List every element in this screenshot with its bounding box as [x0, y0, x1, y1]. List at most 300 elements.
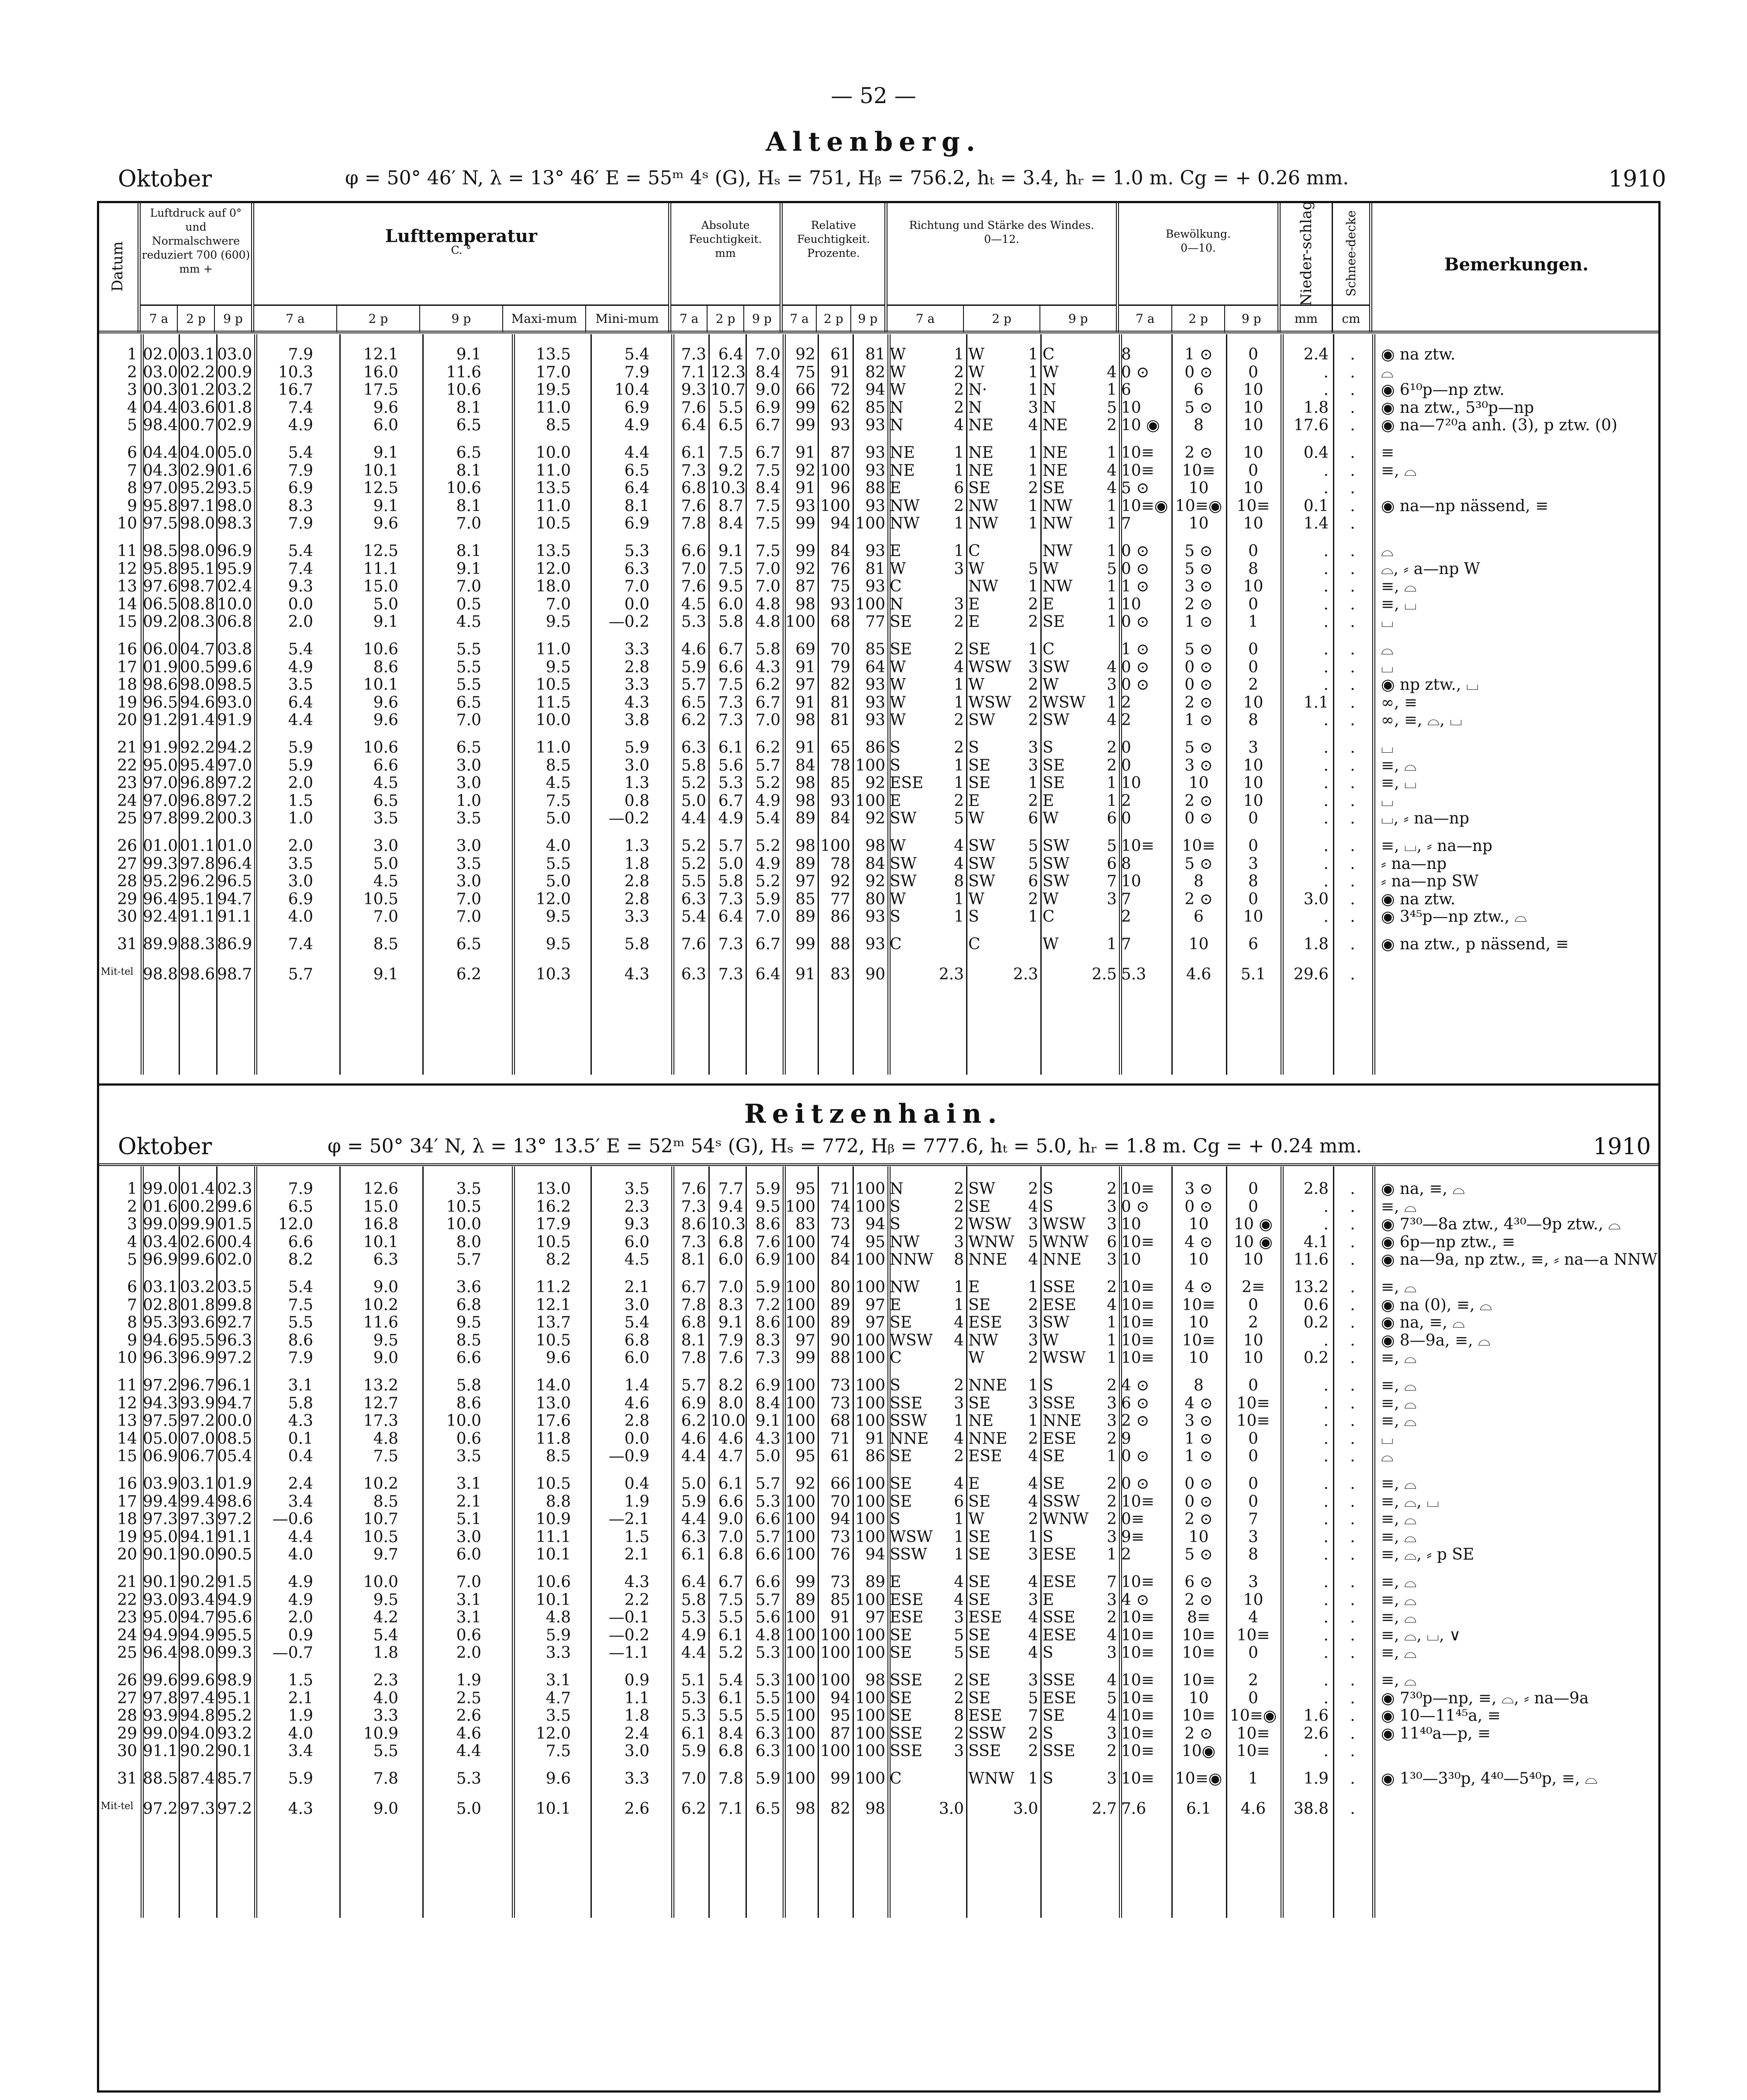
- table-cell: 8.6: [681, 1215, 706, 1234]
- table-cell: 73: [830, 1528, 850, 1546]
- wind-direction: SW: [968, 872, 995, 891]
- table-cell: 96.5: [143, 693, 178, 712]
- table-cell: 100: [855, 1707, 885, 1725]
- row-date: 16: [117, 640, 137, 658]
- table-cell: 85: [865, 640, 885, 658]
- table-cell: .: [1350, 398, 1355, 417]
- table-cell: 17.0: [535, 363, 571, 381]
- table-cell: 97.2: [217, 1510, 252, 1529]
- table-cell: 8: [1248, 872, 1258, 891]
- table-row: [97, 347, 1661, 362]
- table-cell: 5.3: [681, 1707, 706, 1725]
- table-cell: 4.4: [288, 711, 313, 730]
- table-cell: 10: [1243, 908, 1264, 926]
- wind-direction: S: [890, 1215, 901, 1234]
- table-cell: 1 ⊙: [1184, 711, 1213, 730]
- wind-force: 4: [1107, 1707, 1117, 1725]
- row-date: 7: [127, 461, 137, 480]
- table-cell: 100: [855, 1528, 885, 1546]
- table-cell: .: [1323, 1671, 1329, 1689]
- table-cell: —0.2: [608, 1626, 649, 1644]
- table-cell: 8≡: [1187, 1609, 1211, 1627]
- table-cell: 9.1: [456, 346, 481, 363]
- table-cell: 95.1: [180, 890, 215, 908]
- table-cell: 2.0: [288, 837, 313, 855]
- table-cell: 89: [865, 1573, 885, 1591]
- table-cell: 6.5: [456, 444, 481, 462]
- table-cell: .: [1350, 1447, 1355, 1466]
- table-cell: 13.0: [535, 1180, 571, 1198]
- wind-direction: N: [1043, 398, 1056, 417]
- table-cell: .: [1323, 810, 1329, 828]
- table-cell: 6: [1194, 381, 1204, 399]
- table-cell: 92: [865, 810, 885, 828]
- table-cell: 96.4: [217, 855, 252, 873]
- table-cell: 7.9: [288, 1349, 313, 1367]
- wind-direction: W: [1043, 560, 1059, 578]
- table-cell: 8: [1121, 855, 1131, 873]
- row-date: 31: [117, 1770, 137, 1788]
- table-cell: 7.3: [718, 711, 743, 730]
- table-cell: 68: [830, 1412, 850, 1430]
- row-date: 29: [117, 1724, 137, 1743]
- table-cell: .: [1350, 1770, 1355, 1788]
- table-cell: 5.3: [681, 613, 706, 631]
- row-remark: ≡: [1381, 444, 1395, 462]
- table-cell: 4.6: [681, 1429, 706, 1448]
- table-cell: 10: [1121, 595, 1141, 613]
- table-cell: 5.2: [755, 837, 780, 855]
- table-cell: 99: [795, 416, 815, 435]
- wind-force: 4: [1107, 1626, 1117, 1644]
- table-cell: 80: [830, 1278, 850, 1296]
- table-cell: 5.3: [456, 1770, 481, 1788]
- table-cell: 93: [865, 693, 885, 712]
- table-cell: 1.3: [624, 837, 649, 855]
- header-temperature: Lufttemperatur: [385, 226, 538, 246]
- table-cell: .: [1350, 693, 1355, 712]
- table-cell: 95.0: [143, 756, 178, 775]
- table-cell: 0 ⊙: [1121, 363, 1150, 381]
- wind-force: 1: [954, 1278, 964, 1296]
- table-cell: 8.1: [681, 1251, 706, 1269]
- wind-force: 1: [1107, 444, 1117, 462]
- row-date: 31: [117, 935, 137, 953]
- table-cell: 94.8: [180, 1707, 215, 1725]
- table-cell: 0: [1121, 739, 1131, 757]
- wind-force: 5: [954, 810, 964, 828]
- table-cell: 100: [855, 1510, 885, 1529]
- wind-force: 1: [1028, 1278, 1038, 1296]
- table-cell: .: [1350, 872, 1355, 891]
- table-cell: 93: [865, 416, 885, 435]
- table-cell: 7.0: [373, 908, 398, 926]
- table-cell: 100: [855, 595, 885, 613]
- wind-force: 2: [954, 1377, 964, 1394]
- row-remark: ≡, ⌓, ⌴, ∨: [1381, 1626, 1461, 1644]
- table-cell: 73: [830, 1215, 850, 1234]
- table-cell: 97.2: [217, 774, 252, 792]
- table-cell: 0: [1248, 1492, 1258, 1511]
- table-cell: 0: [1248, 363, 1258, 381]
- wind-direction: ESE: [890, 774, 924, 792]
- table-cell: 7.1: [718, 1799, 743, 1818]
- table-cell: .: [1323, 461, 1329, 480]
- table-cell: 95: [865, 1233, 885, 1251]
- table-cell: 9.5: [546, 908, 571, 926]
- wind-force: 1: [954, 693, 964, 712]
- wind-force: 1: [1107, 595, 1117, 613]
- table-cell: .: [1323, 792, 1329, 810]
- table-cell: 1.9: [624, 1492, 649, 1511]
- table-cell: 02.6: [180, 1233, 215, 1251]
- wind-force: 1: [1028, 444, 1038, 462]
- table-cell: 4.5: [373, 872, 398, 891]
- table-cell: 3.3: [624, 640, 649, 658]
- wind-force: 3: [1107, 1591, 1117, 1609]
- row-remark: ≡, ⌓: [1381, 1644, 1417, 1662]
- table-cell: 7.0: [718, 1278, 743, 1296]
- wind-force: 6: [1028, 872, 1038, 891]
- table-cell: 1.5: [624, 1528, 649, 1546]
- table-cell: .: [1350, 676, 1355, 694]
- table-cell: 100: [855, 792, 885, 810]
- table-cell: 05.0: [143, 1429, 178, 1448]
- table-cell: 96.4: [143, 1644, 178, 1662]
- table-cell: 4.9: [288, 658, 313, 676]
- table-cell: .: [1323, 711, 1329, 730]
- table-cell: 7.0: [755, 578, 780, 596]
- wind-direction: SW: [968, 855, 995, 873]
- table-cell: 3.3: [624, 1770, 649, 1788]
- table-cell: 6.9: [755, 398, 780, 417]
- table-cell: 4.6: [1240, 1799, 1266, 1818]
- table-cell: .: [1350, 935, 1355, 953]
- wind-force: 4: [954, 658, 964, 676]
- table-row: [97, 811, 1661, 826]
- table-cell: 0.2: [1303, 1349, 1329, 1367]
- wind-force: 6: [954, 479, 964, 498]
- wind-force: 5: [1028, 1689, 1038, 1707]
- table-cell: 5.0: [755, 1447, 780, 1466]
- table-cell: 5.2: [755, 774, 780, 792]
- table-cell: 10≡: [1121, 1180, 1154, 1198]
- table-cell: 94.1: [180, 1528, 215, 1546]
- table-cell: 6.5: [456, 416, 481, 435]
- table-cell: .: [1350, 1215, 1355, 1234]
- table-cell: 0 ⊙: [1121, 676, 1150, 694]
- table-cell: 92: [795, 461, 815, 480]
- table-cell: 10: [1243, 693, 1264, 712]
- table-cell: 100: [785, 613, 815, 631]
- wind-direction: NW: [968, 578, 998, 596]
- table-cell: 4.4: [681, 1644, 706, 1662]
- table-row: [97, 615, 1661, 630]
- table-cell: 1 ⊙: [1121, 578, 1150, 596]
- table-cell: 3: [1248, 739, 1258, 757]
- table-cell: 0 ⊙: [1184, 363, 1213, 381]
- table-cell: 9.6: [373, 398, 398, 417]
- table-cell: .: [1350, 542, 1355, 560]
- table-cell: 5.5: [288, 1314, 313, 1332]
- wind-direction: S: [890, 1197, 901, 1216]
- table-cell: 100: [855, 1331, 885, 1349]
- wind-direction: W: [890, 837, 906, 855]
- row-date: 3: [127, 1215, 137, 1234]
- wind-direction: S: [890, 1510, 901, 1529]
- table-cell: .: [1350, 461, 1355, 480]
- table-cell: 9: [1121, 1429, 1131, 1448]
- row-date: 4: [127, 398, 137, 417]
- table-cell: 7.5: [546, 1742, 571, 1761]
- row-remark: ≡, ⌓: [1381, 1475, 1417, 1493]
- table-cell: 0≡: [1121, 1510, 1145, 1529]
- table-cell: —0.9: [608, 1447, 649, 1466]
- table-cell: 100: [785, 1546, 815, 1564]
- table-cell: 7.0: [456, 578, 481, 596]
- table-cell: 10: [1243, 479, 1264, 498]
- row-date: 8: [127, 1314, 137, 1332]
- table-cell: 11.1: [535, 1528, 571, 1546]
- table-cell: 0.0: [624, 1429, 649, 1448]
- table-cell: 84: [865, 855, 885, 873]
- table-cell: 6.4: [681, 1573, 706, 1591]
- table-cell: 7.1: [681, 363, 706, 381]
- table-cell: 96.9: [180, 1349, 215, 1367]
- wind-force: 2: [1028, 1180, 1038, 1198]
- table-cell: 6.4: [755, 965, 780, 983]
- row-remark: ⌓, ⸗ a—np W: [1381, 560, 1480, 578]
- table-cell: .: [1323, 1626, 1329, 1644]
- wind-direction: SW: [1043, 711, 1070, 730]
- table-cell: 86: [865, 739, 885, 757]
- header-divider: [97, 1163, 1661, 1166]
- wind-direction: SE: [968, 479, 991, 498]
- table-cell: 10.0: [535, 711, 571, 730]
- table-cell: 01.8: [217, 398, 252, 417]
- row-date: 21: [117, 739, 137, 757]
- table-cell: 01.8: [180, 1296, 215, 1314]
- table-cell: 0: [1121, 810, 1131, 828]
- wind-direction: WSW: [968, 1215, 1012, 1234]
- table-cell: 03.2: [217, 381, 252, 399]
- row-date: 20: [117, 711, 137, 730]
- table-cell: 07.0: [180, 1429, 215, 1448]
- wind-direction: S: [968, 908, 979, 926]
- wind-force: 3: [1028, 1215, 1038, 1234]
- table-cell: 6.5: [288, 1197, 313, 1216]
- table-cell: —0.2: [608, 810, 649, 828]
- table-cell: 8.3: [755, 1331, 780, 1349]
- table-cell: 13.2: [363, 1377, 398, 1394]
- table-cell: 94: [865, 381, 885, 399]
- row-date: 9: [127, 1331, 137, 1349]
- table-row: [97, 1414, 1661, 1429]
- table-cell: 7.0: [718, 1528, 743, 1546]
- table-cell: 6.8: [718, 1546, 743, 1564]
- table-cell: 98: [795, 774, 815, 792]
- wind-force: 2: [954, 792, 964, 810]
- table-cell: 95: [830, 1707, 850, 1725]
- table-cell: 10: [1243, 416, 1264, 435]
- row-date: 15: [117, 613, 137, 631]
- wind-direction: SE: [1043, 613, 1065, 631]
- wind-direction: NE: [968, 444, 994, 462]
- wind-direction: E: [1043, 792, 1054, 810]
- row-date: 30: [117, 1742, 137, 1761]
- table-cell: 95.1: [180, 560, 215, 578]
- wind-direction: W: [968, 363, 985, 381]
- wind-direction: S: [890, 908, 901, 926]
- table-cell: 4.7: [546, 1689, 571, 1707]
- table-cell: 0 ⊙: [1121, 658, 1150, 676]
- wind-direction: WSW: [1043, 693, 1086, 712]
- wind-force: 3: [1028, 658, 1038, 676]
- row-date: 1: [127, 346, 137, 363]
- table-cell: —0.6: [272, 1510, 313, 1529]
- table-cell: 10≡: [1121, 1644, 1154, 1662]
- table-row: [97, 562, 1661, 577]
- table-cell: 4.6: [624, 1394, 649, 1412]
- table-cell: 88: [865, 479, 885, 498]
- row-date: Mit-tel: [100, 966, 134, 977]
- table-cell: 93: [865, 908, 885, 926]
- table-cell: 4.3: [624, 693, 649, 712]
- wind-direction: NW: [1043, 578, 1073, 596]
- table-cell: 5.5: [681, 872, 706, 891]
- table-cell: 7: [1248, 1510, 1258, 1529]
- row-remark: ≡, ⌓: [1381, 1394, 1417, 1412]
- header-abs-humidity: Absolute Feuchtigkeit.: [689, 219, 762, 246]
- table-cell: 6.0: [624, 1349, 649, 1367]
- wind-force: 3: [1107, 1215, 1117, 1234]
- table-cell: 12.6: [363, 1180, 398, 1198]
- wind-direction: WSW: [968, 658, 1012, 676]
- table-cell: 3.1: [456, 1609, 481, 1627]
- row-remark: ⌓: [1381, 542, 1394, 560]
- table-cell: 89: [795, 810, 815, 828]
- wind-direction: SW: [1043, 872, 1070, 891]
- table-cell: 9.4: [718, 1197, 743, 1216]
- table-cell: 0 ⊙: [1121, 1197, 1150, 1216]
- table-cell: 4.9: [681, 1626, 706, 1644]
- wind-direction: NW: [968, 515, 998, 533]
- row-remark: ≡, ⌓: [1381, 1591, 1417, 1609]
- table-cell: 96.7: [180, 1377, 215, 1394]
- wind-force: 5: [1028, 837, 1038, 855]
- table-cell: 5.4: [288, 542, 313, 560]
- table-cell: 8: [1194, 872, 1204, 891]
- table-cell: 6 ⊙: [1184, 1573, 1213, 1591]
- wind-direction: NNE: [968, 1377, 1008, 1394]
- table-cell: 6.4: [624, 479, 649, 498]
- table-cell: 04.4: [143, 444, 178, 462]
- table-cell: 5.9: [755, 1770, 780, 1788]
- wind-direction: SW: [1043, 1314, 1070, 1332]
- table-cell: .: [1323, 739, 1329, 757]
- table-cell: 3.5: [456, 1447, 481, 1466]
- table-cell: 5.7: [755, 1475, 780, 1493]
- table-cell: 5.0: [546, 810, 571, 828]
- table-cell: 6.8: [718, 1233, 743, 1251]
- table-cell: 02.0: [143, 346, 178, 363]
- table-cell: 8: [1248, 560, 1258, 578]
- table-cell: 100: [820, 497, 850, 515]
- table-cell: 97.3: [180, 1799, 215, 1818]
- row-remark: ≡, ⌓, ⸗ p SE: [1381, 1546, 1474, 1564]
- table-cell: .: [1323, 774, 1329, 792]
- wind-direction: NNE: [1043, 1251, 1082, 1269]
- table-row: [97, 1492, 1661, 1511]
- row-date: 5: [127, 1251, 137, 1269]
- table-cell: 0.8: [624, 792, 649, 810]
- table-cell: .: [1350, 1591, 1355, 1609]
- table-cell: 96.5: [217, 872, 252, 891]
- table-cell: 3: [1248, 855, 1258, 873]
- table-cell: 97.0: [143, 479, 178, 498]
- wind-force: 4: [1107, 363, 1117, 381]
- table-cell: .: [1350, 1644, 1355, 1662]
- wind-force: 4: [1028, 1644, 1038, 1662]
- row-remark: ≡, ⌓: [1381, 1573, 1417, 1591]
- table-cell: 7.5: [755, 461, 780, 480]
- table-cell: 10.5: [535, 1331, 571, 1349]
- table-cell: .: [1350, 756, 1355, 775]
- table-cell: 10: [1243, 1331, 1264, 1349]
- table-cell: 2 ⊙: [1184, 444, 1213, 462]
- table-cell: 0 ⊙: [1184, 676, 1213, 694]
- table-row: [97, 1298, 1661, 1313]
- table-cell: C: [890, 1349, 902, 1367]
- table-cell: 7.3: [681, 1197, 706, 1216]
- table-cell: 02.4: [217, 578, 252, 596]
- table-cell: 98: [865, 1671, 885, 1689]
- table-cell: 3 ⊙: [1184, 1180, 1213, 1198]
- table-cell: 1.8: [1303, 398, 1329, 417]
- wind-force: 1: [1107, 542, 1117, 560]
- table-cell: 5.3: [755, 1492, 780, 1511]
- table-cell: .: [1350, 1197, 1355, 1216]
- wind-direction: SE: [968, 1689, 991, 1707]
- table-cell: 5.8: [681, 1591, 706, 1609]
- table-cell: 5.7: [755, 756, 780, 775]
- table-cell: 94: [830, 1689, 850, 1707]
- table-cell: 2.6: [456, 1707, 481, 1725]
- table-cell: .: [1350, 855, 1355, 873]
- wind-direction: WSW: [968, 693, 1012, 712]
- table-cell: 7.5: [718, 560, 743, 578]
- wind-force: 2: [1028, 1510, 1038, 1529]
- table-cell: 7.6: [1121, 1799, 1146, 1818]
- wind-direction: SE: [890, 640, 912, 658]
- table-cell: 3.3: [373, 1707, 398, 1725]
- table-cell: .: [1350, 908, 1355, 926]
- wind-force: 2: [1107, 1492, 1117, 1511]
- table-cell: .: [1350, 1671, 1355, 1689]
- wind-direction: E: [1043, 595, 1054, 613]
- table-cell: 99.8: [217, 1296, 252, 1314]
- row-date: 14: [117, 1429, 137, 1448]
- table-cell: 6.9: [624, 515, 649, 533]
- table-cell: 5.8: [681, 756, 706, 775]
- table-cell: 7.8: [681, 1349, 706, 1367]
- table-cell: 1 ⊙: [1184, 346, 1213, 363]
- table-cell: 15.0: [363, 1197, 398, 1216]
- table-cell: 0 ⊙: [1121, 542, 1150, 560]
- table-cell: 02.9: [217, 416, 252, 435]
- table-cell: 97.4: [180, 1689, 215, 1707]
- table-cell: 97.5: [143, 515, 178, 533]
